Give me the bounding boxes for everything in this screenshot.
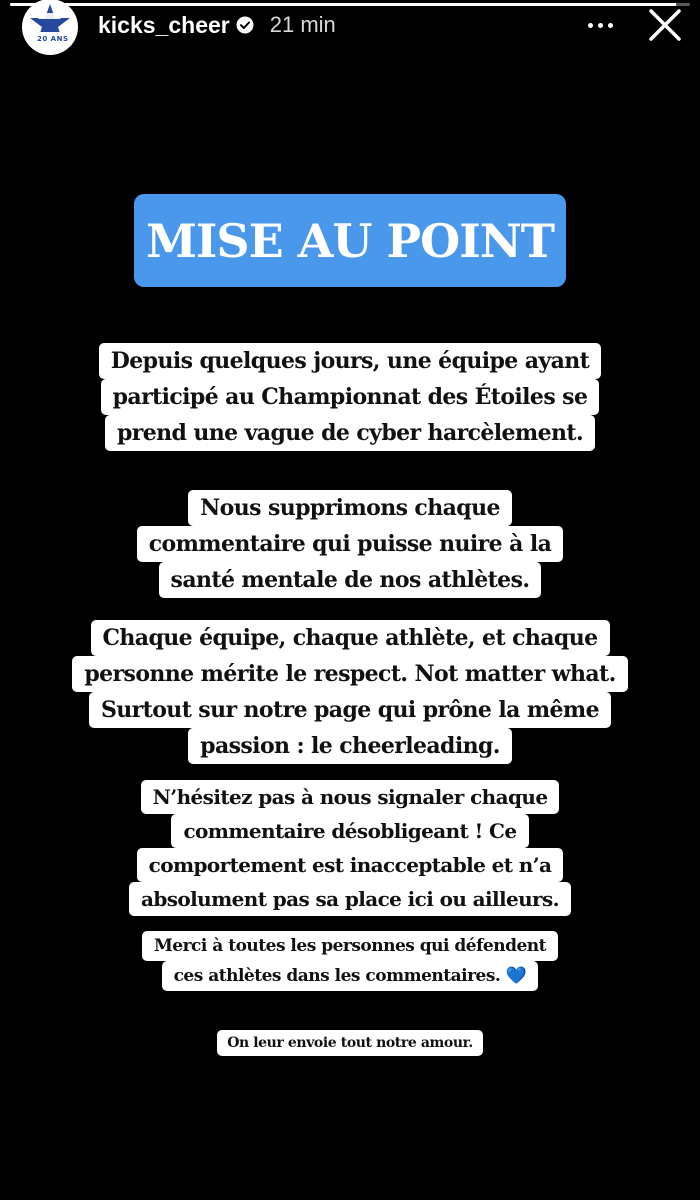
star-logo-icon bbox=[22, 0, 78, 55]
text-line: On leur envoie tout notre amour. bbox=[217, 1030, 483, 1056]
text-line: santé mentale de nos athlètes. bbox=[159, 562, 542, 598]
text-block-5 bbox=[0, 931, 700, 991]
post-time: 21 min bbox=[269, 12, 336, 37]
text-block-2 bbox=[0, 490, 700, 598]
verified-badge-icon bbox=[236, 16, 254, 34]
text-line: participé au Championnat des Étoiles se bbox=[101, 379, 600, 415]
text-line: commentaire désobligeant ! Ce bbox=[171, 814, 528, 848]
text-line: Chaque équipe, chaque athlète, et chaque bbox=[91, 620, 610, 656]
text-block-3 bbox=[0, 620, 700, 764]
text-line: Nous supprimons chaque bbox=[188, 490, 512, 526]
close-button[interactable] bbox=[645, 5, 685, 45]
text-block-4 bbox=[0, 780, 700, 916]
more-icon bbox=[588, 23, 593, 28]
more-options-button[interactable] bbox=[580, 8, 620, 42]
text-line: ces athlètes dans les commentaires. 💙 bbox=[162, 961, 539, 991]
text-line: comportement est inacceptable et n’a bbox=[137, 848, 564, 882]
username-link[interactable]: kicks_cheer bbox=[98, 11, 230, 38]
text-line: commentaire qui puisse nuire à la bbox=[137, 526, 564, 562]
text-line: passion : le cheerleading. bbox=[188, 728, 512, 764]
avatar-badge: 20 ANS bbox=[37, 35, 69, 43]
text-line: absolument pas sa place ici ou ailleurs. bbox=[129, 882, 571, 916]
text-line: N’hésitez pas à nous signaler chaque bbox=[141, 780, 560, 814]
text-line: prend une vague de cyber harcèlement. bbox=[105, 415, 595, 451]
text-block-6 bbox=[0, 1030, 700, 1056]
text-line: Surtout sur notre page qui prône la même bbox=[89, 692, 611, 728]
more-icon-dot bbox=[608, 23, 613, 28]
text-line: Merci à toutes les personnes qui défendent bbox=[142, 931, 558, 961]
title-banner bbox=[134, 194, 566, 287]
text-block-1 bbox=[0, 343, 700, 451]
text-line: Depuis quelques jours, une équipe ayant bbox=[99, 343, 601, 379]
story-title: MISE AU POINT bbox=[145, 213, 554, 268]
avatar[interactable] bbox=[22, 0, 78, 55]
close-icon bbox=[645, 5, 685, 45]
story-header bbox=[22, 0, 336, 50]
text-line: personne mérite le respect. Not matter what. bbox=[72, 656, 627, 692]
more-icon-dot bbox=[598, 23, 603, 28]
